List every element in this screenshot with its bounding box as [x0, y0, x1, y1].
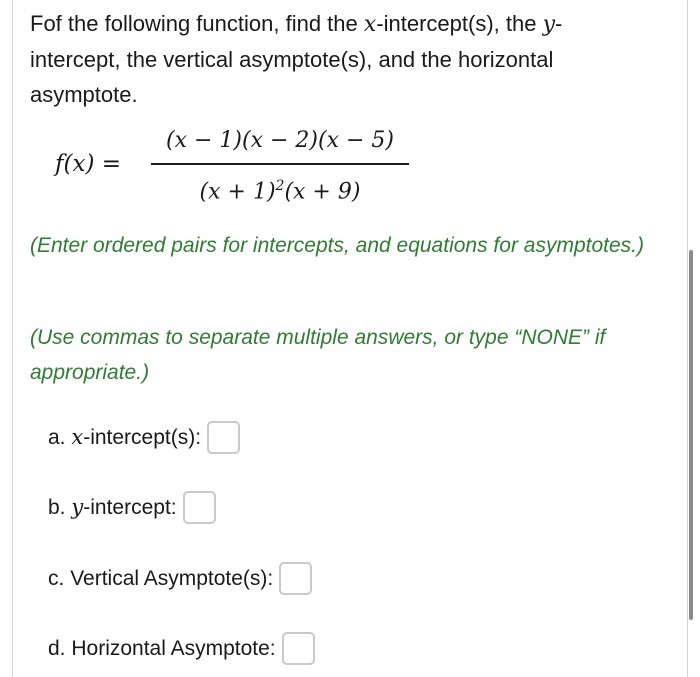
vertical-asymptote-answer-box[interactable]	[279, 562, 312, 595]
prompt-text-mid: -intercept(s), the	[376, 11, 543, 36]
vertical-scrollbar[interactable]	[689, 250, 693, 620]
part-b-label	[48, 492, 177, 523]
denominator-rest: (x + 9)	[284, 178, 361, 204]
part-d-letter: d.	[48, 636, 66, 660]
prompt-text-start: Fof the following function, find the	[30, 11, 364, 36]
horizontal-asymptote-answer-box[interactable]	[282, 632, 315, 665]
prompt-var-x: x	[363, 12, 377, 37]
part-a-label	[48, 422, 201, 453]
fraction-denominator	[151, 169, 409, 203]
part-d-horizontal-asymptote	[48, 632, 315, 665]
function-lhs: f(x) =	[55, 151, 122, 177]
function-formula	[55, 124, 475, 210]
part-b-y-intercept	[48, 491, 216, 524]
part-b-letter: b.	[48, 496, 66, 519]
part-a-x-intercepts	[48, 421, 240, 454]
part-c-label	[48, 564, 273, 594]
prompt-var-y: y	[542, 12, 556, 37]
part-b-text: -intercept:	[83, 496, 177, 519]
note-commas: (Use commas to separate multiple answers, or type “NONE” if appropriate.)	[30, 326, 606, 384]
prompt-text-end: -intercept, the vertical asymptote(s), and the horizontal asymptote.	[30, 11, 563, 107]
part-a-text: -intercept(s):	[83, 426, 202, 449]
part-c-letter: c.	[48, 566, 65, 590]
part-a-letter: a.	[48, 426, 66, 449]
note-ordered-pairs: (Enter ordered pairs for intercepts, and equations for asymptotes.)	[30, 234, 644, 257]
denominator-base: (x + 1)	[199, 178, 276, 204]
part-d-text: Horizontal Asymptote:	[71, 636, 276, 660]
rational-fraction	[151, 124, 409, 203]
denominator-exponent: 2	[275, 177, 285, 194]
part-c-text: Vertical Asymptote(s):	[70, 566, 274, 590]
y-intercept-answer-box[interactable]	[183, 491, 216, 524]
part-c-vertical-asymptotes	[48, 562, 312, 595]
x-intercept-answer-box[interactable]	[207, 421, 240, 454]
part-b-var: y	[71, 495, 84, 519]
fraction-bar	[151, 163, 409, 165]
part-a-var: x	[71, 425, 84, 449]
part-d-label	[48, 634, 276, 664]
fraction-numerator: (x − 1)(x − 2)(x − 5)	[166, 128, 394, 153]
question-prompt	[30, 6, 650, 112]
